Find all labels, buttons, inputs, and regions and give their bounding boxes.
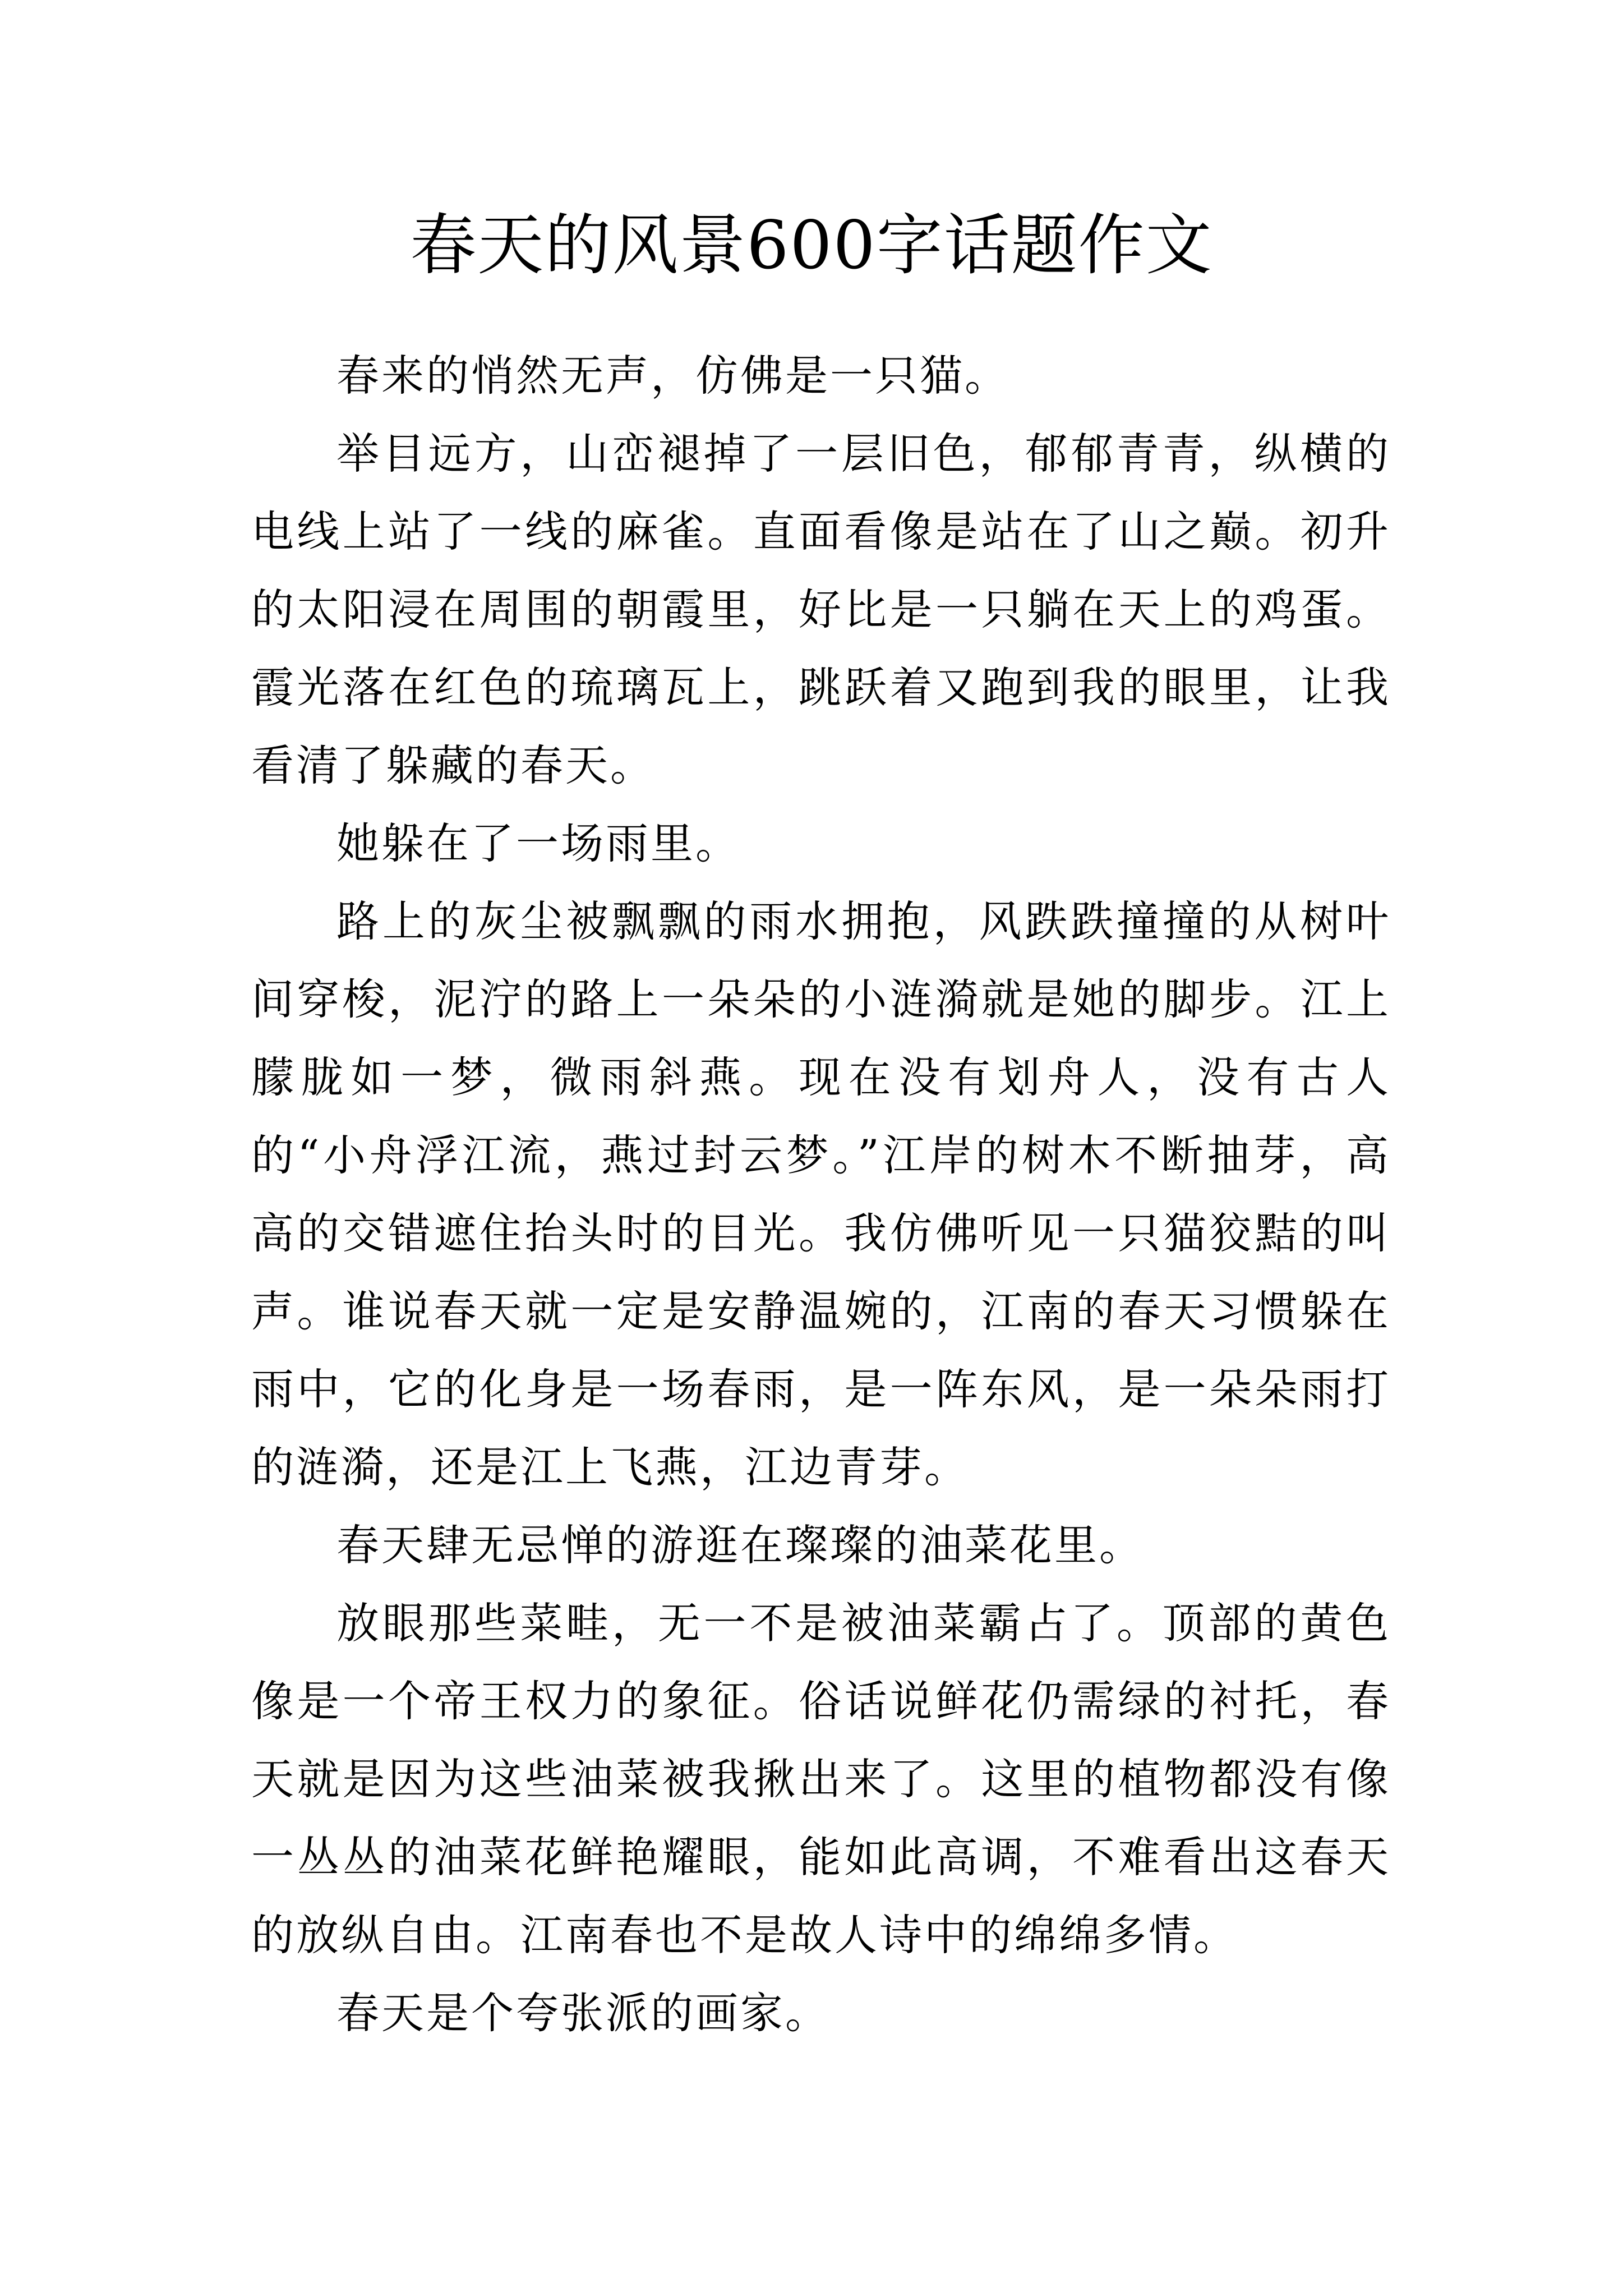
paragraph: 春来的悄然无声，仿佛是一只猫。 bbox=[336, 351, 1009, 401]
paragraph: 举目远方，山峦褪掉了一层旧色，郁郁青青，纵横的电线上站了一线的麻雀。直面看像是站在了山之巅。初升的太阳浸在周围的朝霞里，好比是一只躺在天上的鸡蛋。霞光落在红色的琉璃瓦上，跳跃着又跑到我的眼里，让我看清了躲藏的春天。 bbox=[251, 429, 1391, 790]
paragraph: 春天肆无忌惮的游逛在璨璨的油菜花里。 bbox=[336, 1520, 1144, 1570]
paragraph: 她躲在了一场雨里。 bbox=[336, 818, 740, 868]
paragraph: 路上的灰尘被飘飘的雨水拥抱，风跌跌撞撞的从树叶间穿梭，泥泞的路上一朵朵的小涟漪就是她的脚步。江上朦胧如一梦，微雨斜燕。现在没有划舟人，没有古人的“小舟浮江流，燕过封云梦。”江岸的树木不断抽芽，高高的交错遮住抬头时的目光。我仿佛听见一只猫狡黠的叫声。谁说春天就一定是安静温婉的，江南的春天习惯躲在雨中，它的化身是一场春雨，是一阵东风，是一朵朵雨打的涟漪，还是江上飞燕，江边青芽。 bbox=[251, 896, 1391, 1492]
paragraph: 春天是个夸张派的画家。 bbox=[336, 1988, 830, 2038]
document-body bbox=[251, 337, 1391, 2052]
document-title: 春天的风景600字话题作文 bbox=[410, 206, 1213, 284]
paragraph: 放眼那些菜畦，无一不是被油菜霸占了。顶部的黄色像是一个帝王权力的象征。俗话说鲜花仍需绿的衬托，春天就是因为这些油菜被我揪出来了。这里的植物都没有像一丛丛的油菜花鲜艳耀眼，能如此高调，不难看出这春天的放纵自由。江南春也不是故人诗中的绵绵多情。 bbox=[251, 1598, 1391, 1960]
